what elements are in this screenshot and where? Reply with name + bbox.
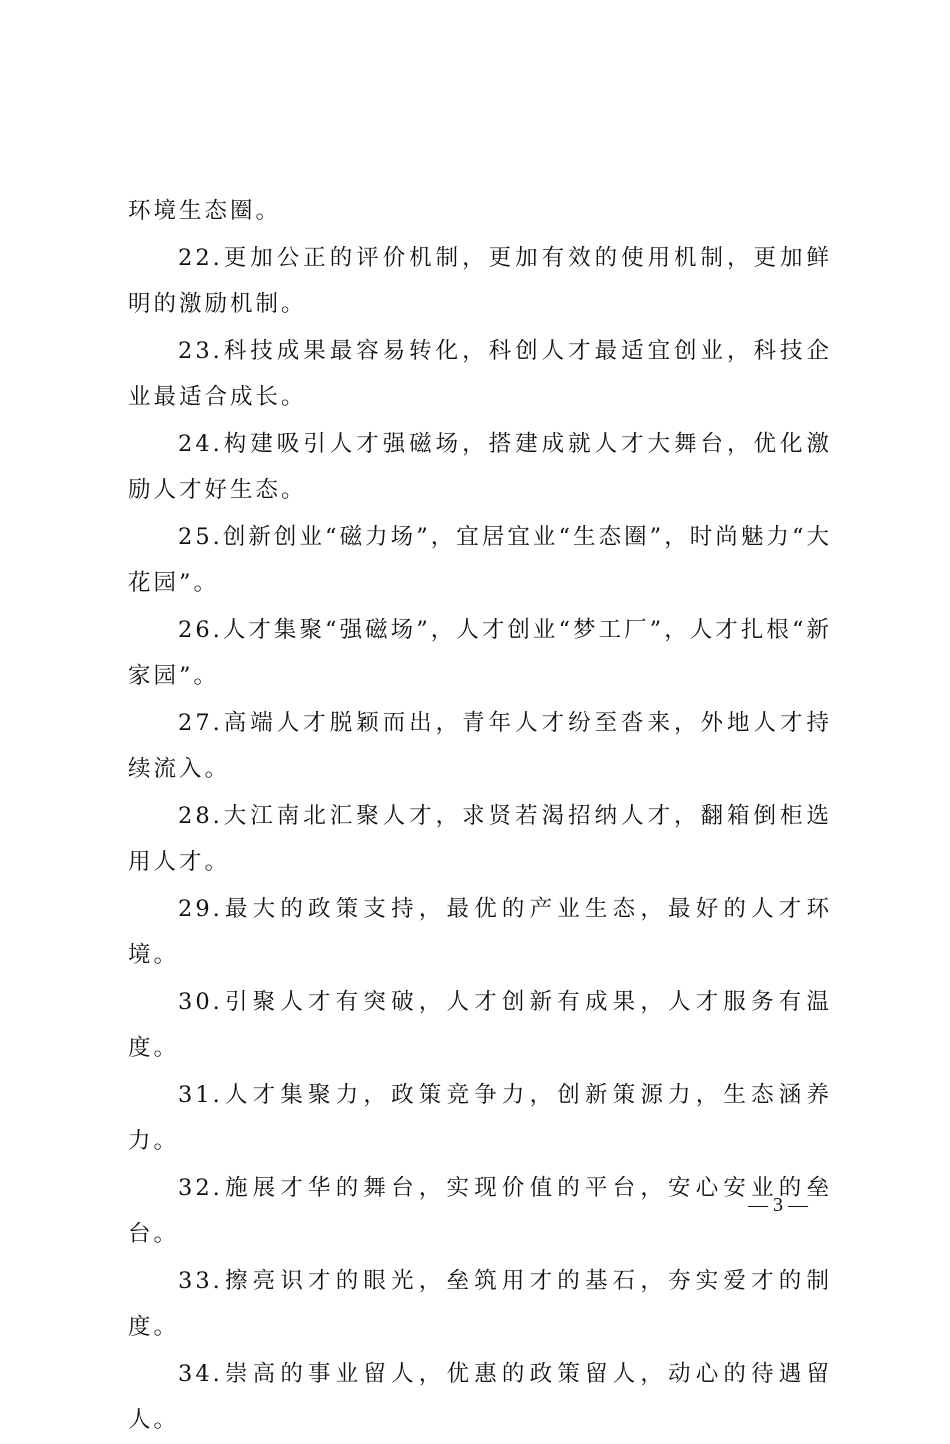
paragraph-item-30: 30.引聚人才有突破，人才创新有成果，人才服务有温度。 [128,988,832,1061]
page-number: — 3 — [748,1194,808,1216]
paragraph-item-22: 22.更加公正的评价机制，更加有效的使用机制，更加鲜明的激励机制。 [128,244,832,317]
paragraph-item-27: 27.高端人才脱颖而出，青年人才纷至沓来，外地人才持续流入。 [128,709,832,782]
paragraph-item-32: 32.施展才华的舞台，实现价值的平台，安心安业的垒台。 [128,1174,832,1247]
paragraph-continuation: 环境生态圈。 [128,198,282,224]
paragraph-item-26: 26.人才集聚“强磁场”，人才创业“梦工厂”，人才扎根“新家园”。 [128,616,832,689]
paragraph-item-23: 23.科技成果最容易转化，科创人才最适宜创业，科技企业最适合成长。 [128,337,832,410]
paragraph-item-33: 33.擦亮识才的眼光，垒筑用才的基石，夯实爱才的制度。 [128,1267,832,1340]
paragraph-item-28: 28.大江南北汇聚人才，求贤若渴招纳人才，翻箱倒柜选用人才。 [128,802,832,875]
paragraph-item-24: 24.构建吸引人才强磁场，搭建成就人才大舞台，优化激励人才好生态。 [128,430,832,503]
document-body [128,188,832,1444]
paragraph-item-25: 25.创新创业“磁力场”，宜居宜业“生态圈”，时尚魅力“大花园”。 [128,523,832,596]
paragraph-item-31: 31.人才集聚力，政策竞争力，创新策源力，生态涵养力。 [128,1081,832,1154]
paragraph-item-29: 29.最大的政策支持，最优的产业生态，最好的人才环境。 [128,895,832,968]
paragraph-item-34: 34.崇高的事业留人，优惠的政策留人，动心的待遇留人。 [128,1360,832,1433]
